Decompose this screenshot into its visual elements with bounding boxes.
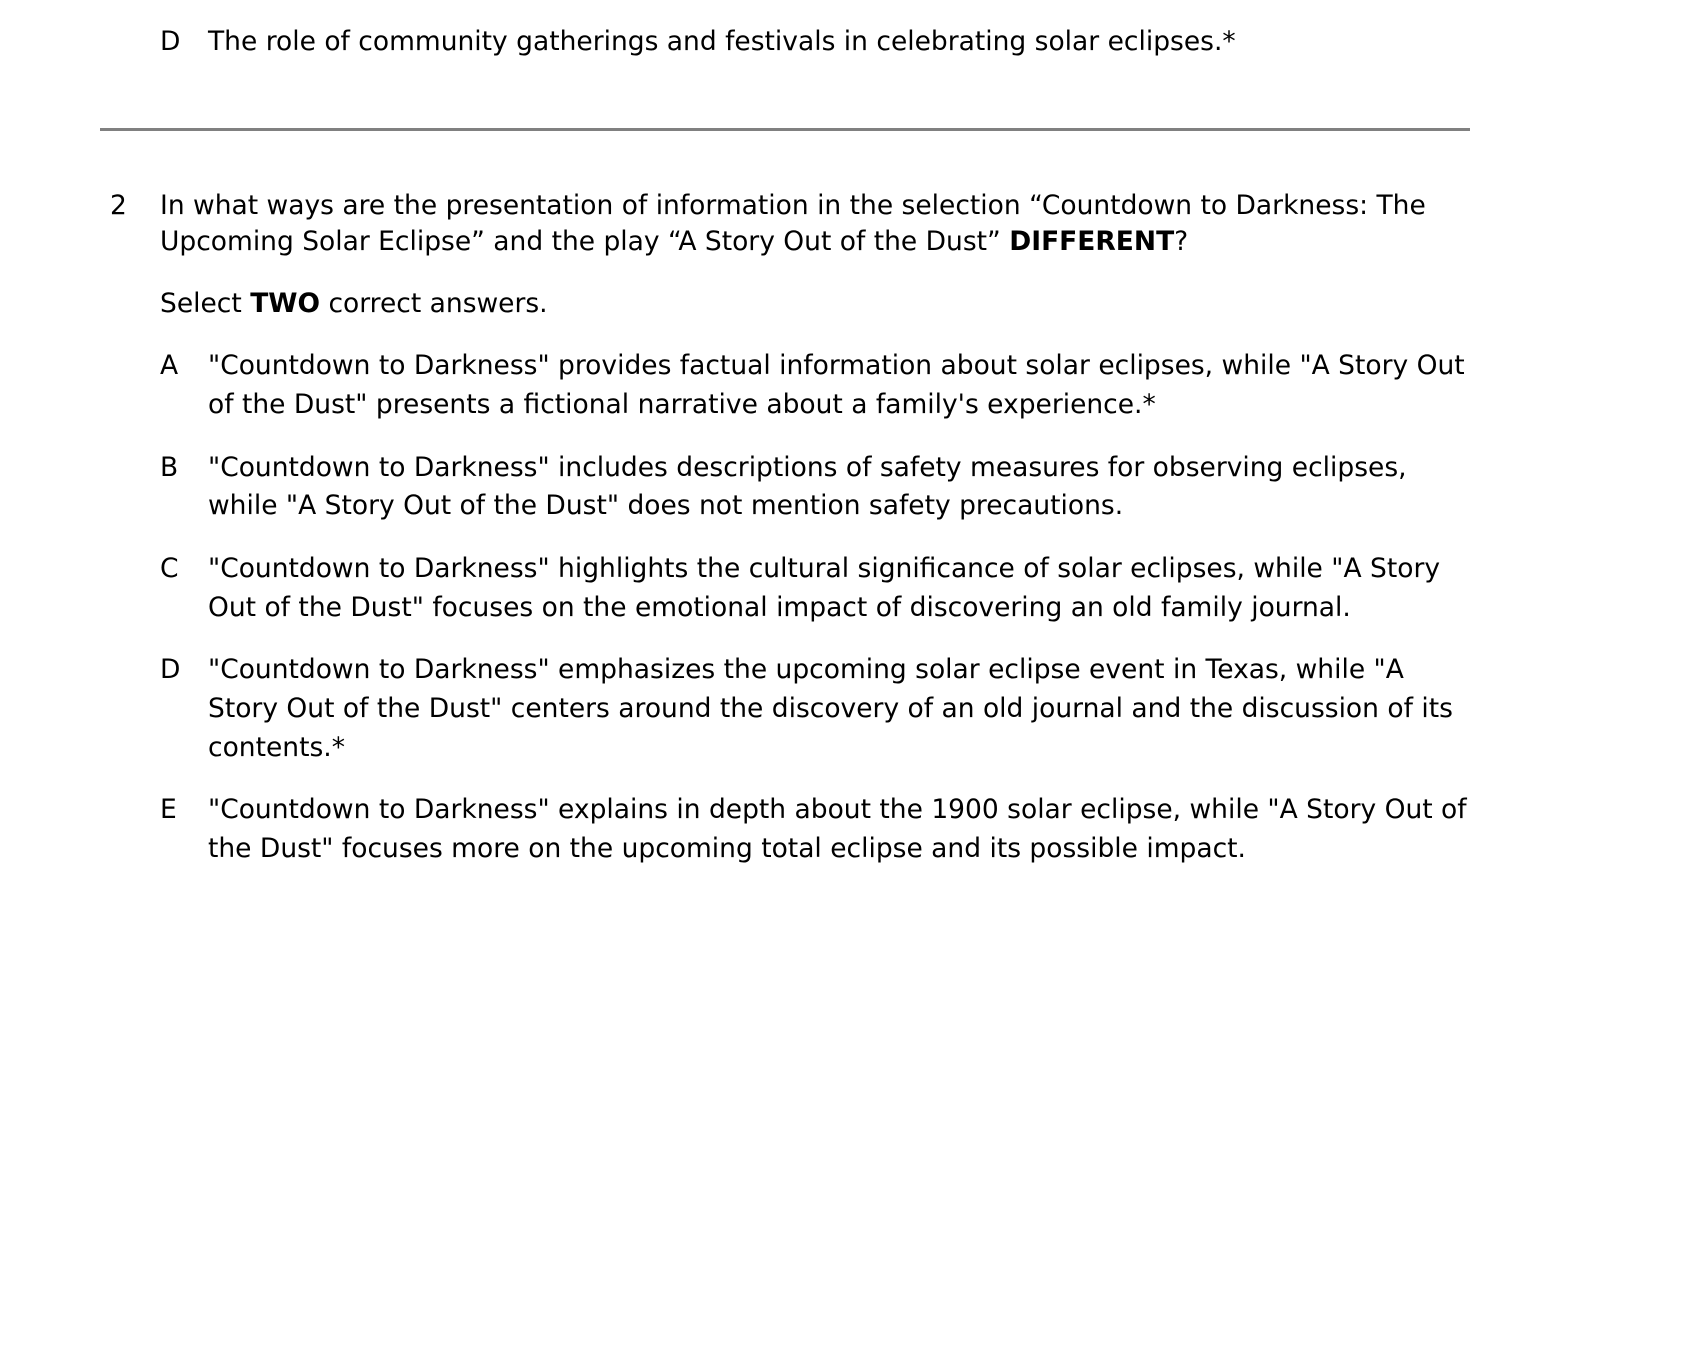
question-block — [110, 188, 1530, 893]
answer-option-letter: B — [160, 451, 179, 483]
answer-option-e[interactable] — [160, 791, 1475, 868]
select-instruction-emphasis: TWO — [250, 287, 321, 319]
answer-option-b[interactable] — [160, 449, 1475, 526]
answer-option-letter: D — [160, 654, 181, 686]
select-instruction — [160, 286, 1530, 322]
answer-options-list — [160, 347, 1530, 869]
answer-option-letter: C — [160, 553, 179, 585]
answer-option-text: "Countdown to Darkness" provides factual information about solar eclipses, while "A Story Out of the Dust" presents a fictional narrative about a family's experience.* — [208, 350, 1465, 420]
question-header — [110, 188, 1530, 260]
answer-option-text: "Countdown to Darkness" explains in depth about the 1900 solar eclipse, while "A Story Out of the Dust" focuses more on the upcoming total eclipse and its possible impact. — [208, 794, 1467, 865]
select-instruction-part2: correct answers. — [320, 287, 548, 319]
question-stem-part1: In what ways are the presentation of information in the selection “Countdown to Darkness: The Upcoming Solar Eclipse” and the play “A Story Out of the Dust” — [160, 190, 1426, 257]
carryover-choice-block — [160, 22, 1520, 62]
section-divider — [100, 128, 1470, 131]
question-stem-part2: ? — [1174, 225, 1189, 257]
answer-option-text: The role of community gatherings and festivals in celebrating solar eclipses.* — [208, 26, 1236, 57]
question-stem — [160, 188, 1470, 260]
question-stem-emphasis: DIFFERENT — [1009, 225, 1175, 257]
answer-option-a[interactable] — [160, 347, 1475, 424]
question-number: 2 — [110, 190, 127, 221]
answer-option-letter: A — [160, 350, 179, 382]
answer-option-d[interactable] — [160, 651, 1475, 767]
answer-option-c[interactable] — [160, 550, 1475, 627]
answer-option-letter: E — [160, 794, 177, 826]
select-instruction-part1: Select — [160, 287, 251, 319]
answer-option-text: "Countdown to Darkness" emphasizes the upcoming solar eclipse event in Texas, while "A Story Out of the Dust" centers around the discovery of an old journal and the discussion of its contents.* — [208, 654, 1453, 763]
answer-option-text: "Countdown to Darkness" highlights the cultural significance of solar eclipses, while "A Story Out of the Dust" focuses on the emotional impact of discovering an old family journal. — [208, 553, 1441, 623]
answer-option-d-carryover[interactable] — [160, 22, 1520, 62]
answer-option-letter: D — [160, 26, 181, 57]
answer-option-text: "Countdown to Darkness" includes descriptions of safety measures for observing eclipses, while "A Story Out of the Dust" does not mention safety precautions. — [208, 451, 1407, 522]
